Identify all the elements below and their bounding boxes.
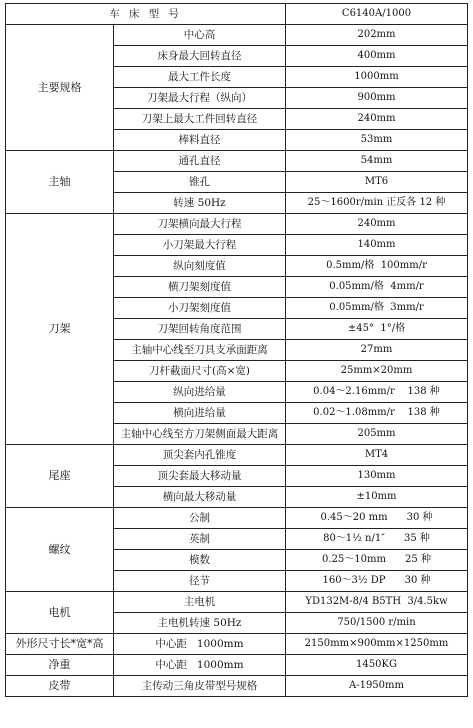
spec-value: 240mm: [286, 109, 468, 130]
spec-value: 25～1600r/min 正反各 12 种: [286, 193, 468, 214]
spec-value: A-1950mm: [286, 676, 468, 697]
spec-value: 160～3½ DP 30 种: [286, 571, 468, 592]
spec-label: 小刀架刻度值: [114, 298, 286, 319]
table-row: [6, 25, 468, 46]
spec-label: 径节: [114, 571, 286, 592]
table-row: [6, 214, 468, 235]
spec-value: 240mm: [286, 214, 468, 235]
spec-label: 通孔直径: [114, 151, 286, 172]
section-name: 螺纹: [6, 508, 114, 592]
spec-label: 床身最大回转直径: [114, 46, 286, 67]
spec-value: 53mm: [286, 130, 468, 151]
spec-label: 小刀架最大行程: [114, 235, 286, 256]
spec-value: 0.5mm/格 100mm/r: [286, 256, 468, 277]
spec-value: 130mm: [286, 466, 468, 487]
table-row: [6, 151, 468, 172]
section-name: 尾座: [6, 445, 114, 508]
spec-value: 750/1500 r/min: [286, 613, 468, 634]
section-name: 电机: [6, 592, 114, 634]
spec-label: 模数: [114, 550, 286, 571]
spec-label: 横向进给量: [114, 403, 286, 424]
spec-table: [5, 3, 468, 697]
spec-label: 中心距 1000mm: [114, 634, 286, 655]
spec-value: 1000mm: [286, 67, 468, 88]
spec-value: ±10mm: [286, 487, 468, 508]
spec-value: 0.05mm/格 3mm/r: [286, 298, 468, 319]
section-name: 外形尺寸长*宽*高: [6, 634, 114, 655]
table-row: [6, 676, 468, 697]
model-label: 车 床 型 号: [6, 4, 286, 25]
section-name: 主要规格: [6, 25, 114, 151]
spec-value: 0.45～20 mm 30 种: [286, 508, 468, 529]
spec-label: 主电机转速 50Hz: [114, 613, 286, 634]
spec-value: 202mm: [286, 25, 468, 46]
spec-value: 25mm×20mm: [286, 361, 468, 382]
spec-label: 主传动三角皮带型号规格: [114, 676, 286, 697]
spec-label: 中心高: [114, 25, 286, 46]
spec-label: 刀架最大行程（纵向）: [114, 88, 286, 109]
table-row: [6, 445, 468, 466]
spec-label: 最大工件长度: [114, 67, 286, 88]
spec-label: 主轴中心线至刀具支承面距离: [114, 340, 286, 361]
spec-value: 27mm: [286, 340, 468, 361]
spec-label: 公制: [114, 508, 286, 529]
spec-sheet: [5, 3, 467, 725]
spec-value: 0.02～1.08mm/r 138 种: [286, 403, 468, 424]
spec-value: 400mm: [286, 46, 468, 67]
spec-value: 140mm: [286, 235, 468, 256]
spec-value: MT6: [286, 172, 468, 193]
spec-value: 2150mm×900mm×1250mm: [286, 634, 468, 655]
table-row: [6, 634, 468, 655]
spec-value: ±45° 1°/格: [286, 319, 468, 340]
spec-label: 顶尖套最大移动量: [114, 466, 286, 487]
spec-label: 刀架回转角度范围: [114, 319, 286, 340]
table-row: [6, 592, 468, 613]
spec-value: 80～1½ n/1″ 35 种: [286, 529, 468, 550]
section-name: 刀架: [6, 214, 114, 445]
section-name: 主轴: [6, 151, 114, 214]
spec-value: 54mm: [286, 151, 468, 172]
spec-label: 主轴中心线至方刀架侧面最大距离: [114, 424, 286, 445]
table-row: [6, 655, 468, 676]
spec-label: 主电机: [114, 592, 286, 613]
spec-label: 中心距 1000mm: [114, 655, 286, 676]
spec-label: 棒料直径: [114, 130, 286, 151]
spec-label: 锥孔: [114, 172, 286, 193]
spec-label: 英制: [114, 529, 286, 550]
spec-value: 900mm: [286, 88, 468, 109]
section-name: 皮带: [6, 676, 114, 697]
spec-label: 刀杆截面尺寸(高×宽): [114, 361, 286, 382]
spec-value: 205mm: [286, 424, 468, 445]
spec-value: 0.04～2.16mm/r 138 种: [286, 382, 468, 403]
spec-value: 0.25～10mm 25 种: [286, 550, 468, 571]
spec-label: 纵向刻度值: [114, 256, 286, 277]
spec-value: MT4: [286, 445, 468, 466]
model-value: C6140A/1000: [286, 4, 468, 25]
spec-label: 横向最大移动量: [114, 487, 286, 508]
table-row: [6, 508, 468, 529]
spec-label: 转速 50Hz: [114, 193, 286, 214]
spec-value: 1450KG: [286, 655, 468, 676]
spec-value: 0.05mm/格 4mm/r: [286, 277, 468, 298]
section-name: 净重: [6, 655, 114, 676]
header-row: [6, 4, 468, 25]
spec-value: YD132M-8/4 B5TH 3/4.5kw: [286, 592, 468, 613]
spec-label: 刀架横向最大行程: [114, 214, 286, 235]
spec-label: 纵向进给量: [114, 382, 286, 403]
spec-label: 顶尖套内孔锥度: [114, 445, 286, 466]
spec-label: 刀架上最大工件回转直径: [114, 109, 286, 130]
spec-label: 横刀架刻度值: [114, 277, 286, 298]
